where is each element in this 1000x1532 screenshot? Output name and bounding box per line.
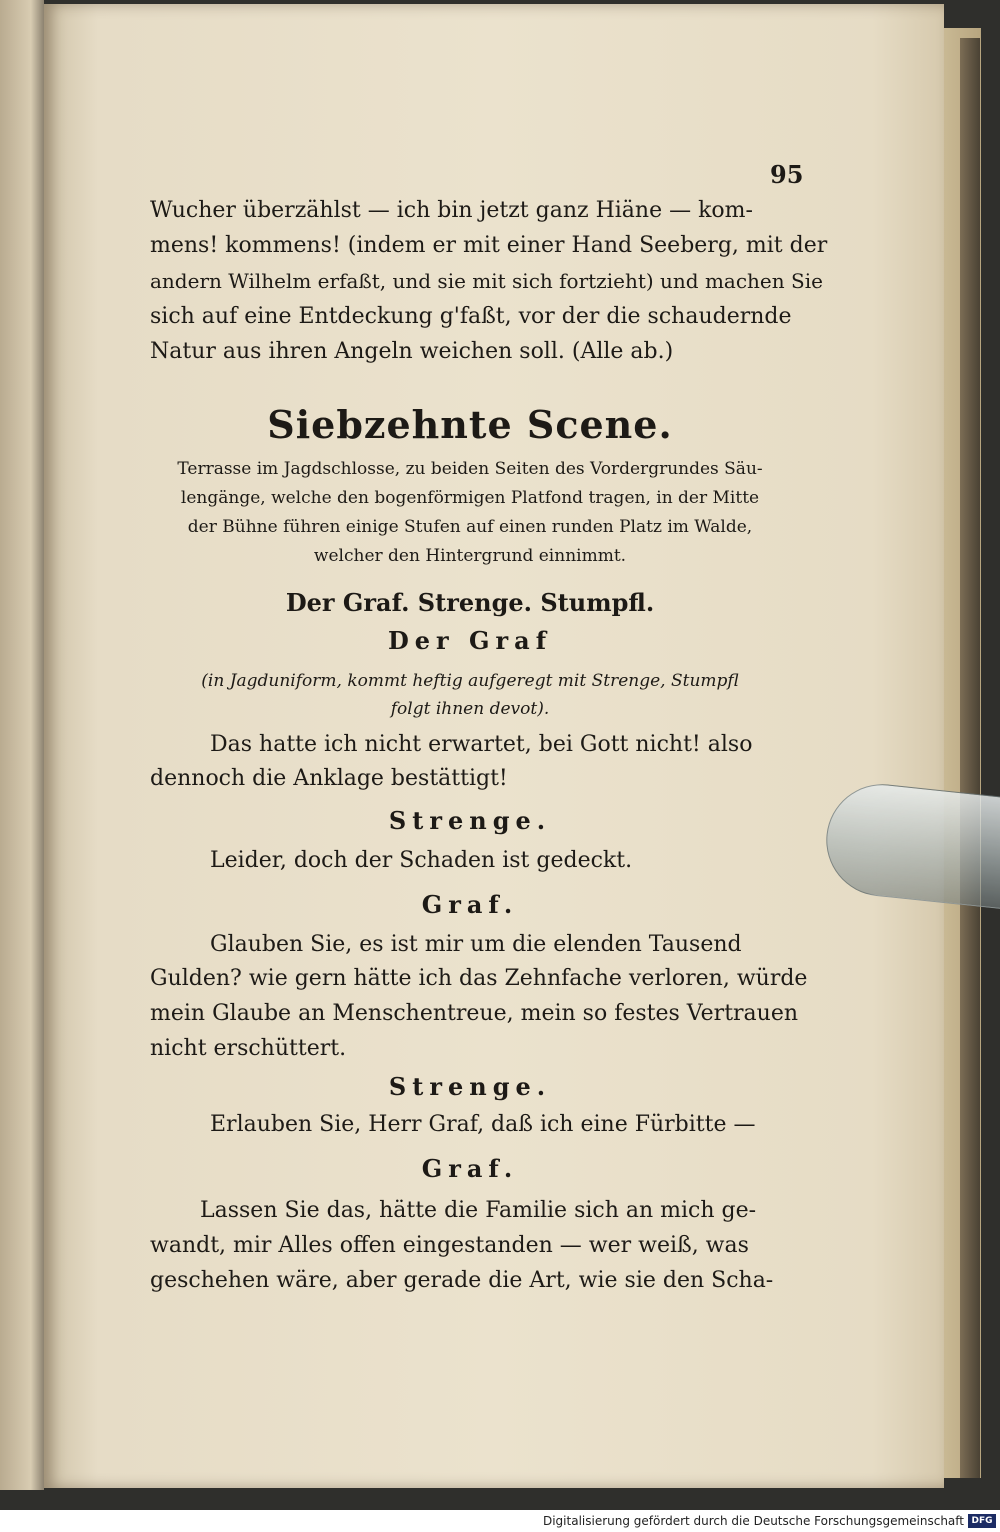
text-line: sich auf eine Entdeckung g'faßt, vor der die schaudernde: [150, 304, 792, 329]
stage-direction-line: lengänge, welche den bogenförmigen Platfond tragen, in der Mitte: [180, 488, 760, 508]
cast-list: Der Graf. Strenge. Stumpfl.: [285, 588, 655, 617]
footer-text: Digitalisierung gefördert durch die Deutsche Forschungsgemeinschaft: [542, 1514, 964, 1528]
stage-direction-line: der Bühne führen einige Stufen auf einen runden Platz im Walde,: [187, 517, 753, 537]
speaker-name: Graf.: [421, 1154, 519, 1183]
speech-line: Gulden? wie gern hätte ich das Zehnfache verloren, würde: [150, 966, 808, 991]
speech-line: dennoch die Anklage bestättigt!: [150, 766, 508, 791]
speech-line: Lassen Sie das, hätte die Familie sich an mich ge-: [200, 1198, 757, 1223]
speech-line: nicht erschüttert.: [150, 1036, 347, 1061]
text-line: andern Wilhelm erfaßt, und sie mit sich fortzieht) und machen Sie: [150, 269, 823, 293]
speech-line: geschehen wäre, aber gerade die Art, wie sie den Scha-: [150, 1268, 774, 1293]
footer-bar: [0, 1510, 1000, 1532]
text-line: Wucher überzählst — ich bin jetzt ganz Hiäne — kom-: [150, 198, 753, 223]
speech-line: wandt, mir Alles offen eingestanden — wer weiß, was: [150, 1233, 749, 1258]
speaker-direction: (in Jagduniform, kommt heftig aufgeregt mit Strenge, Stumpfl: [201, 671, 739, 691]
speech-line: Das hatte ich nicht erwartet, bei Gott nicht! also: [210, 732, 753, 757]
speaker-name: Der Graf: [387, 626, 553, 655]
stage-direction-line: welcher den Hintergrund einnimmt.: [313, 546, 627, 566]
speech-line: Leider, doch der Schaden ist gedeckt.: [210, 848, 633, 873]
left-page-edge: [0, 0, 44, 1490]
speaker-direction: folgt ihnen devot).: [390, 699, 550, 719]
text-line: Natur aus ihren Angeln weichen soll. (Alle ab.): [150, 339, 674, 364]
speech-line: mein Glaube an Menschentreue, mein so festes Vertrauen: [150, 1001, 799, 1026]
speaker-name: Strenge.: [388, 1072, 552, 1101]
page-number: 95: [770, 160, 804, 189]
speaker-name: Graf.: [421, 890, 519, 919]
book-cover-edge: [960, 38, 980, 1478]
scene-title: Siebzehnte Scene.: [267, 402, 673, 447]
speech-line: Erlauben Sie, Herr Graf, daß ich eine Fürbitte —: [210, 1112, 756, 1137]
stage-direction-line: Terrasse im Jagdschlosse, zu beiden Seiten des Vordergrundes Säu-: [177, 459, 763, 479]
speech-line: Glauben Sie, es ist mir um die elenden Tausend: [210, 932, 742, 957]
speaker-name: Strenge.: [388, 806, 552, 835]
dfg-logo: DFG: [968, 1514, 996, 1528]
text-line: mens! kommens! (indem er mit einer Hand Seeberg, mit der: [150, 233, 828, 258]
